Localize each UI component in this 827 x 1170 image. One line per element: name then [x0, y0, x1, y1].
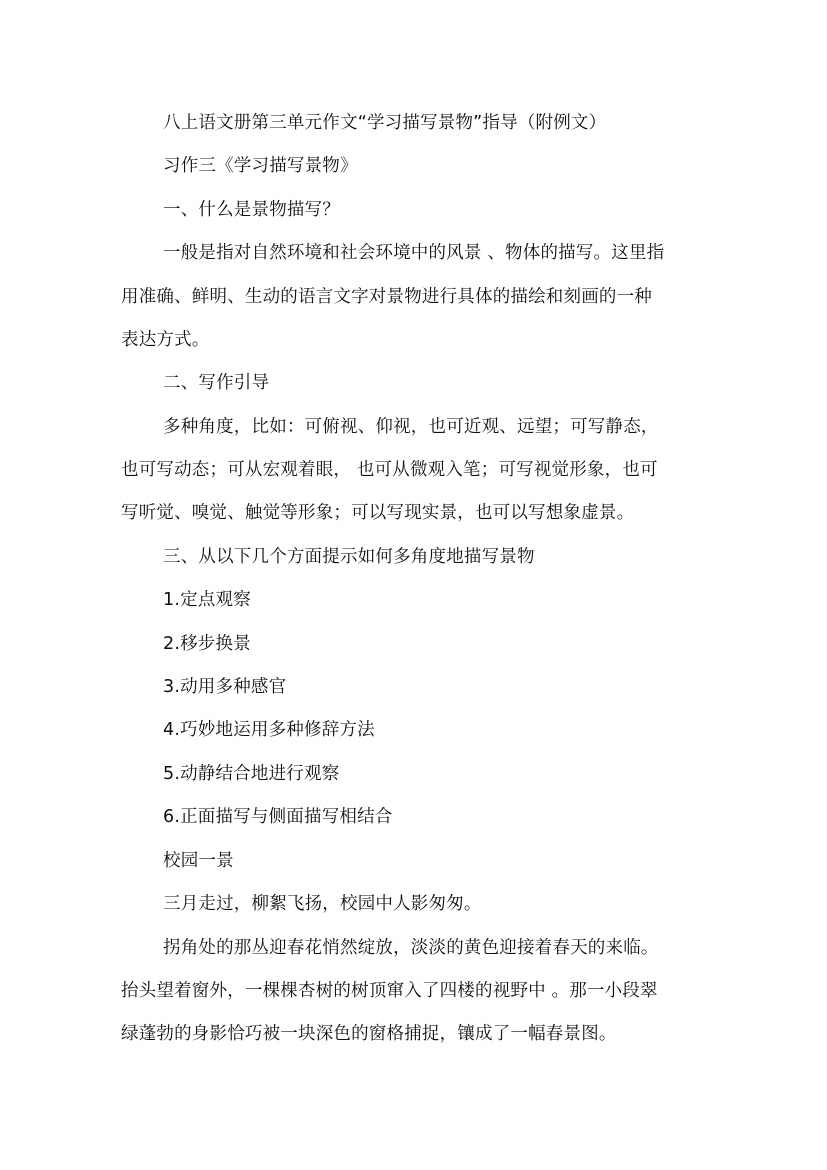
section2-paragraph-line: 写听觉、嗅觉、触觉等形象；可以写现实景，也可以写想象虚景。 — [121, 503, 635, 523]
list-item: 1.定点观察 — [163, 590, 251, 610]
document-title: 八上语文册第三单元作文“学习描写景物”指导（附例文） — [163, 113, 607, 133]
section1-paragraph-line: 用准确、鲜明、生动的语言文字对景物进行具体的描绘和刻画的一种 — [121, 287, 652, 307]
list-item: 5.动静结合地进行观察 — [163, 764, 340, 784]
essay-title: 校园一景 — [163, 851, 234, 871]
list-item: 6.正面描写与侧面描写相结合 — [163, 807, 393, 827]
section3-heading: 三、从以下几个方面提示如何多角度地描写景物 — [163, 547, 535, 567]
list-item: 2.移步换景 — [163, 634, 251, 654]
section1-paragraph-line: 表达方式。 — [121, 330, 210, 350]
document-subtitle: 习作三《学习描写景物》 — [163, 156, 358, 176]
section1-heading: 一、什么是景物描写？ — [163, 200, 340, 220]
essay-line: 绿蓬勃的身影恰巧被一块深色的窗格捕捉，镶成了一幅春景图。 — [121, 1024, 617, 1044]
section2-paragraph-line: 多种角度，比如：可俯视、仰视，也可近观、远望；可写静态， — [163, 417, 659, 437]
essay-line: 拐角处的那丛迎春花悄然绽放，淡淡的黄色迎接着春天的来临。 — [163, 938, 659, 958]
list-item: 3.动用多种感官 — [163, 677, 287, 697]
section1-paragraph-line: 一般是指对自然环境和社会环境中的风景 、物体的描写。这里指 — [163, 243, 665, 263]
section2-heading: 二、写作引导 — [163, 373, 270, 393]
essay-line: 抬头望着窗外，一棵棵杏树的树顶窜入了四楼的视野中 。那一小段翠 — [121, 981, 658, 1001]
essay-line: 三月走过，柳絮飞扬，校园中人影匆匆。 — [163, 894, 482, 914]
list-item: 4.巧妙地运用多种修辞方法 — [163, 720, 375, 740]
section2-paragraph-line: 也可写动态；可从宏观着眼， 也可从微观入笔；可写视觉形象，也可 — [121, 460, 658, 480]
